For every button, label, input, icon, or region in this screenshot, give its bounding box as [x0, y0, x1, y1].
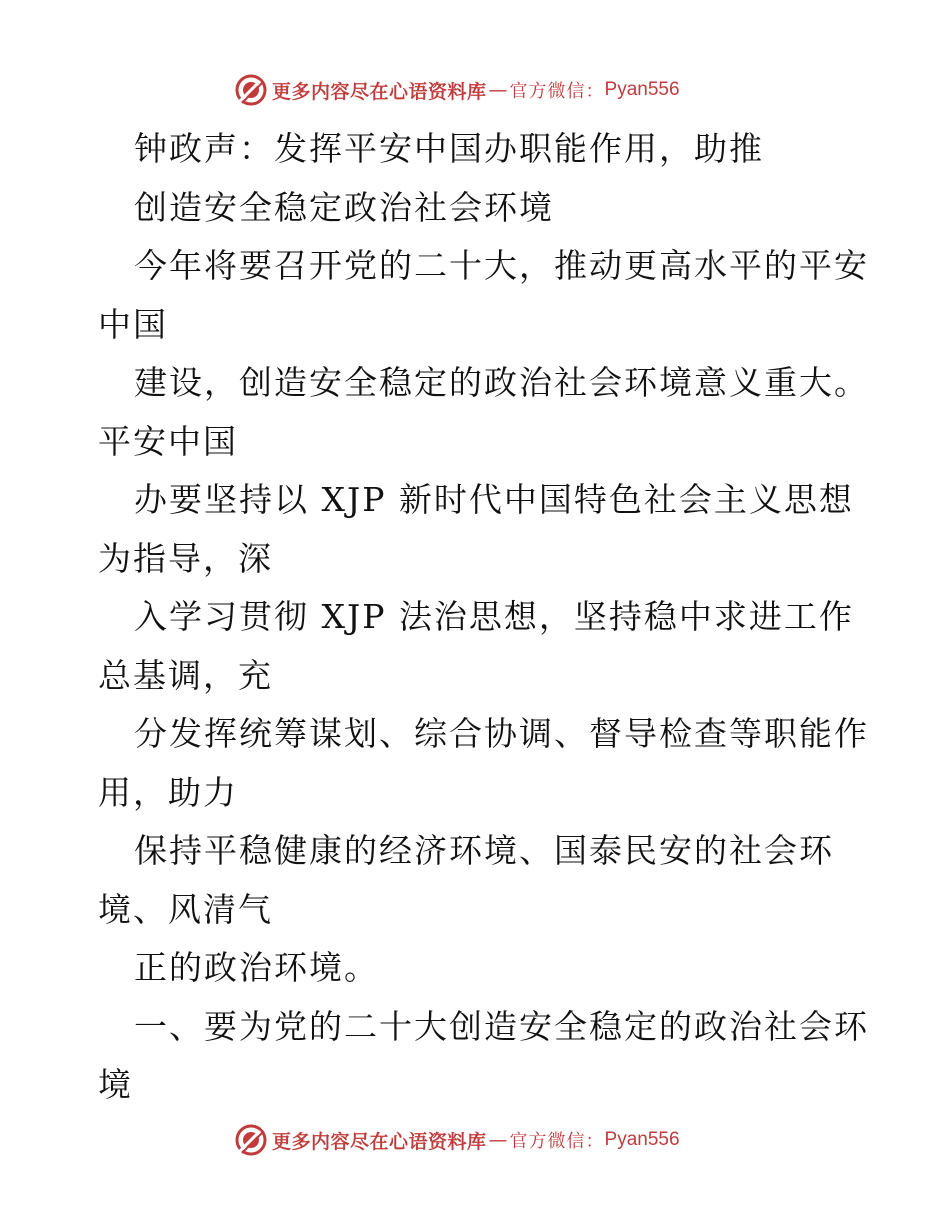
paragraph-line: 保持平稳健康的经济环境、国泰民安的社会环 — [134, 831, 834, 870]
paragraph-line: 用，助力 — [98, 772, 238, 812]
banner-separator: — — [488, 79, 508, 101]
banner-wechat-id: Pyan556 — [604, 79, 680, 100]
header-banner — [234, 72, 680, 108]
red-seal-logo-icon — [234, 1123, 268, 1157]
paragraph-line: 建设，创造安全稳定的政治社会环境意义重大。 — [134, 363, 869, 402]
paragraph-line: 正的政治环境。 — [134, 948, 379, 987]
title-line-1: 钟政声：发挥平安中国办职能作用，助推 — [134, 129, 764, 168]
banner-site-text: 更多内容尽在心语资料库 — [272, 1130, 487, 1153]
paragraph-line: 平安中国 — [98, 421, 238, 461]
paragraph-line: 办要坚持以 XJP 新时代中国特色社会主义思想 — [134, 480, 854, 519]
section-heading-line: 境 — [98, 1065, 133, 1104]
document-body — [98, 120, 869, 1115]
banner-wechat-label: 官方微信： — [509, 1131, 605, 1152]
paragraph-line: 为指导，深 — [98, 538, 273, 578]
footer-banner — [234, 1122, 680, 1158]
banner-wechat-id: Pyan556 — [604, 1129, 680, 1150]
banner-site-text: 更多内容尽在心语资料库 — [272, 80, 487, 103]
paragraph-line: 中国 — [98, 304, 168, 344]
paragraph-line: 总基调，充 — [98, 655, 273, 695]
paragraph-line: 分发挥统筹谋划、综合协调、督导检查等职能作 — [134, 714, 869, 753]
banner-separator: — — [488, 1129, 508, 1151]
paragraph-line: 今年将要召开党的二十大，推动更高水平的平安 — [134, 246, 869, 285]
paragraph-line: 境、风清气 — [98, 889, 273, 929]
title-line-2: 创造安全稳定政治社会环境 — [134, 187, 554, 227]
red-seal-logo-icon — [234, 73, 268, 107]
banner-wechat-label: 官方微信： — [509, 81, 605, 102]
paragraph-line: 入学习贯彻 XJP 法治思想，坚持稳中求进工作 — [134, 597, 854, 636]
section-heading-line: 一、要为党的二十大创造安全稳定的政治社会环 — [134, 1006, 869, 1046]
